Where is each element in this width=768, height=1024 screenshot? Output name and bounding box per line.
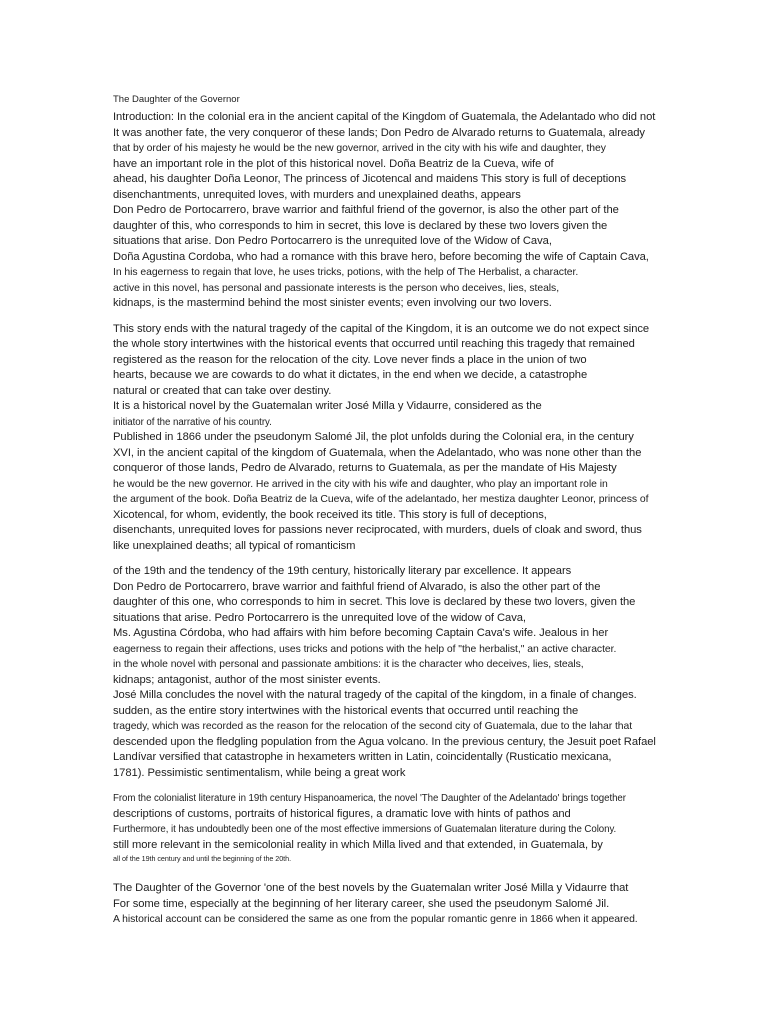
text-line: the argument of the book. Doña Beatriz de la Cueva, wife of the adelantado, her mestiza daughter Leonor, princess of	[113, 494, 649, 505]
text-line: conqueror of those lands, Pedro de Alvarado, returns to Guatemala, as per the mandate of His Majesty	[113, 462, 617, 474]
text-line: still more relevant in the semicolonial reality in which Milla lived and that extended, in Guatemala, by	[113, 838, 603, 851]
text-line: kidnaps; antagonist, author of the most sinister events.	[113, 673, 381, 686]
text-line: daughter of this, who corresponds to him in secret, this love is declared by these two lovers given the	[113, 219, 608, 232]
text-line: situations that arise. Don Pedro Portocarrero is the unrequited love of the Widow of Cava,	[113, 235, 552, 247]
text-line: It was another fate, the very conqueror of these lands; Don Pedro de Alvarado returns to Guatemala, already	[113, 126, 645, 139]
text-line: Xicotencal, for whom, evidently, the book received its title. This story is full of deceptions,	[113, 508, 547, 521]
text-line: 1781). Pessimistic sentimentalism, while being a great work	[113, 766, 406, 779]
text-line: José Milla concludes the novel with the natural tragedy of the capital of the kingdom, in a finale of changes.	[113, 689, 637, 701]
text-line: ahead, his daughter Doña Leonor, The princess of Jicotencal and maidens This story is full of deceptions	[113, 173, 627, 185]
text-line: XVI, in the ancient capital of the kingdom of Guatemala, when the Adelantado, who was none other than the	[113, 446, 642, 459]
text-line: active in this novel, has personal and passionate interests is the person who deceives, lies, steals,	[113, 282, 560, 294]
text-line: of the 19th and the tendency of the 19th century, historically literary par excellence. It appears	[113, 565, 572, 577]
text-line: natural or created that can take over destiny.	[113, 384, 332, 397]
text-line: descended upon the fledgling population from the Agua volcano. In the previous century, the Jesuit poet Rafael	[113, 735, 656, 748]
text-line: situations that arise. Pedro Portocarrero is the unrequited love of the widow of Cava,	[113, 611, 526, 624]
text-line: like unexplained deaths; all typical of romanticism	[113, 539, 356, 552]
text-line: he would be the new governor. He arrived in the city with his wife and daughter, who play an important role in	[113, 478, 608, 490]
text-line: Landívar versified that catastrophe in hexameters written in Latin, coincidentally (Rusticatio mexicana,	[113, 751, 612, 763]
text-line: Furthermore, it has undoubtedly been one of the most effective immersions of Guatemalan literature during the Colony.	[113, 824, 617, 835]
text-line: hearts, because we are cowards to do what it dictates, in the end when we decide, a catastrophe	[113, 369, 588, 381]
text-line: in the whole novel with personal and passionate ambitions: it is the character who deceives, lies, steals,	[113, 659, 584, 670]
text-line: eagerness to regain their affections, uses tricks and potions with the help of "the herbalist," an active character.	[113, 643, 617, 655]
paragraph-conclusion	[113, 881, 658, 928]
text-line: For some time, especially at the beginning of her literary career, she used the pseudonym Salomé Jil.	[113, 897, 610, 910]
document-page	[113, 94, 658, 928]
paragraph-ending	[113, 322, 658, 555]
text-line: tragedy, which was recorded as the reason for the relocation of the second city of Guatemala, due to the lahar that	[113, 721, 633, 732]
text-line: Don Pedro de Portocarrero, brave warrior and faithful friend of the governor, is also the other part of the	[113, 204, 619, 216]
text-line: Introduction: In the colonial era in the ancient capital of the Kingdom of Guatemala, the Adelantado who did not	[113, 111, 656, 123]
text-line: daughter of this one, who corresponds to him in secret. This love is declared by these two lovers, given the	[113, 596, 636, 608]
text-line: Doña Agustina Cordoba, who had a romance with this brave hero, before becoming the wife of Captain Cava,	[113, 250, 649, 263]
paragraph-introduction	[113, 110, 658, 312]
text-line: that by order of his majesty he would be the new governor, arrived in the city with his wife and daughter, they	[113, 143, 606, 154]
text-line: registered as the reason for the relocation of the city. Love never finds a place in the union of two	[113, 353, 587, 366]
text-line: In his eagerness to regain that love, he uses tricks, potions, with the help of The Herbalist, a character.	[113, 267, 579, 278]
text-line: descriptions of customs, portraits of historical figures, a dramatic love with hints of pathos and	[113, 807, 571, 820]
text-line: Ms. Agustina Córdoba, who had affairs with him before becoming Captain Cava's wife. Jealous in her	[113, 627, 609, 639]
paragraph-colonial-literature	[113, 791, 658, 864]
text-line: disenchants, unrequited loves for passions never reciprocated, with murders, duels of cloak and sword, thus	[113, 524, 642, 536]
text-line: The Daughter of the Governor 'one of the best novels by the Guatemalan writer José Milla y Vidaurre that	[113, 882, 629, 894]
text-line: all of the 19th century and until the beginning of the 20th.	[113, 854, 292, 863]
text-line: This story ends with the natural tragedy of the capital of the Kingdom, it is an outcome we do not expect since	[113, 322, 650, 335]
text-line: the whole story intertwines with the historical events that occurred until reaching this tragedy that remained	[113, 338, 635, 350]
text-line: have an important role in the plot of this historical novel. Doña Beatriz de la Cueva, wife of	[113, 157, 554, 170]
text-line: disenchantments, unrequited loves, with murders and unexplained deaths, appears	[113, 188, 521, 201]
paragraph-romanticism	[113, 564, 658, 781]
document-title: The Daughter of the Governor	[113, 94, 240, 105]
text-line: From the colonialist literature in 19th century Hispanoamerica, the novel 'The Daughter of the Adelantado' brings together	[113, 793, 626, 804]
text-line: kidnaps, is the mastermind behind the most sinister events; even involving our two lovers.	[113, 297, 552, 309]
text-line: Don Pedro de Portocarrero, brave warrior and faithful friend of Alvarado, is also the other part of the	[113, 580, 601, 593]
text-line: It is a historical novel by the Guatemalan writer José Milla y Vidaurre, considered as the	[113, 400, 542, 412]
text-line: A historical account can be considered the same as one from the popular romantic genre in 1866 when it appeared.	[113, 914, 638, 925]
text-line: Published in 1866 under the pseudonym Salomé Jil, the plot unfolds during the Colonial era, in the century	[113, 431, 634, 443]
text-line: sudden, as the entire story intertwines with the historical events that occurred until reaching the	[113, 704, 579, 717]
text-line: initiator of the narrative of his country.	[113, 416, 272, 428]
